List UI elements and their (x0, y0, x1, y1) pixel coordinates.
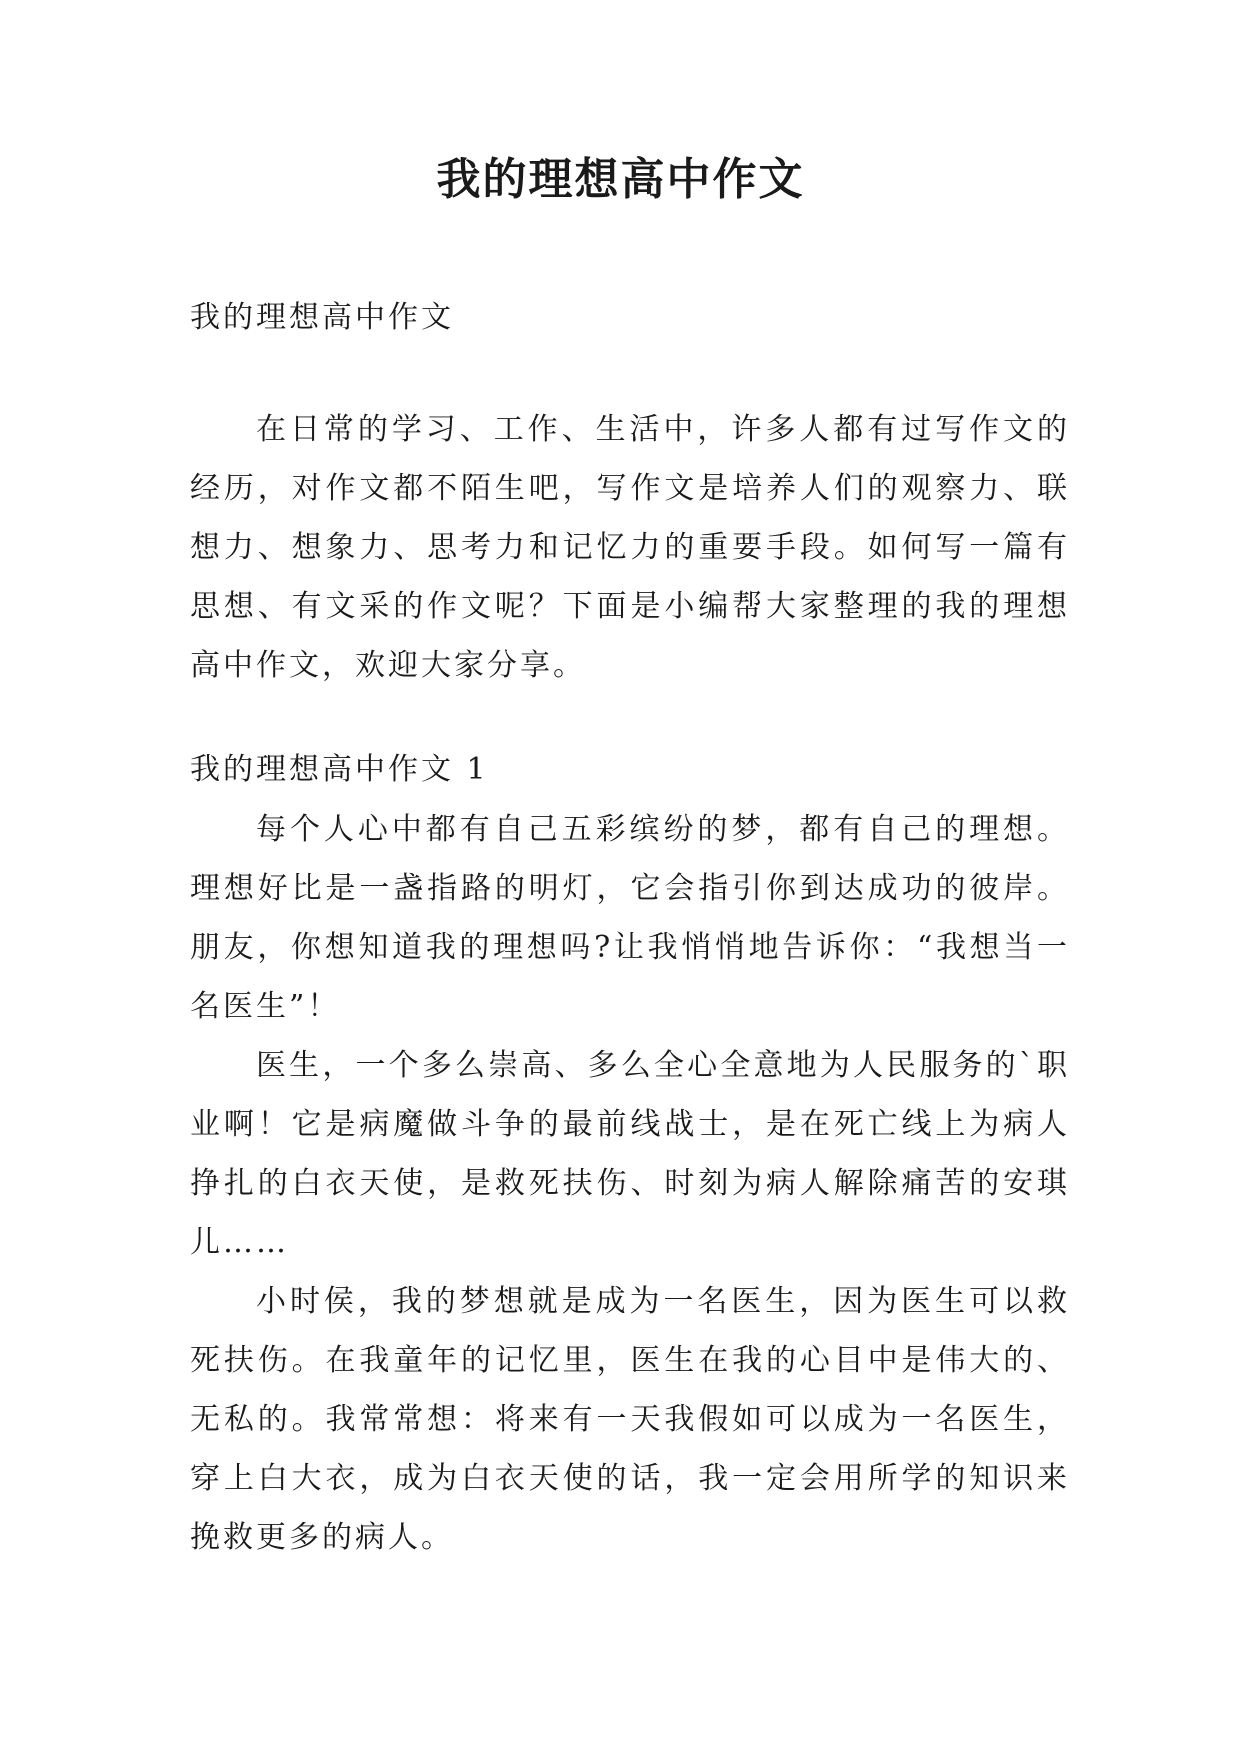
document-title: 我的理想高中作文 (436, 154, 805, 205)
section-title: 我的理想高中作文 1 (190, 752, 489, 787)
intro-paragraph: 在日常的学习、工作、生活中，许多人都有过写作文的经历，对作文都不陌生吧，写作文是培养人们的观察力、联想力、想象力、思考力和记忆力的重要手段。如何写一篇有思想、有文采的作文呢？下面是小编帮大家整理的我的理想高中作文，欢迎大家分享。 (190, 412, 1070, 683)
essay-paragraph: 医生，一个多么崇高、多么全心全意地为人民服务的`职业啊！它是病魔做斗争的最前线战士，是在死亡线上为病人挣扎的白衣天使，是救死扶伤、时刻为病人解除痛苦的安琪儿…… (190, 1048, 1070, 1260)
essay-paragraph: 小时侯，我的梦想就是成为一名医生，因为医生可以救死扶伤。在我童年的记忆里，医生在我的心目中是伟大的、无私的。我常常想：将来有一天我假如可以成为一名医生，穿上白大衣，成为白衣天使的话，我一定会用所学的知识来挽救更多的病人。 (190, 1284, 1070, 1555)
document-subtitle: 我的理想高中作文 (190, 300, 454, 335)
essay-paragraph: 每个人心中都有自己五彩缤纷的梦，都有自己的理想。理想好比是一盏指路的明灯，它会指引你到达成功的彼岸。朋友，你想知道我的理想吗?让我悄悄地告诉你：“我想当一名医生”！ (190, 812, 1070, 1024)
essay-body (190, 800, 1070, 1567)
